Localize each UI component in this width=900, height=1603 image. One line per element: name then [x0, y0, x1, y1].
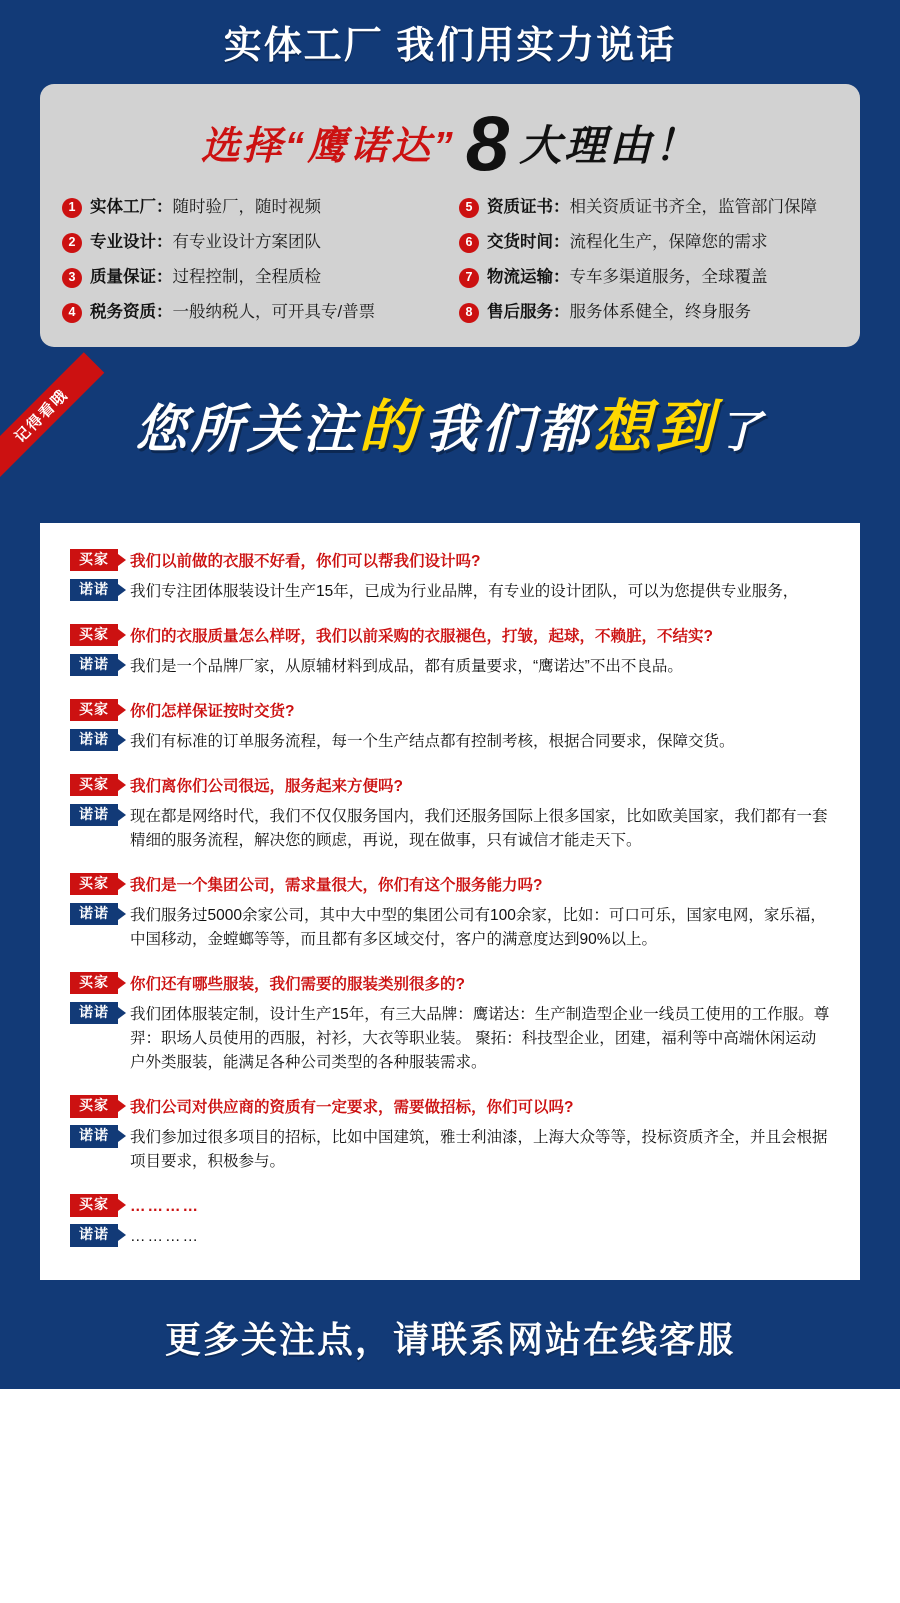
reason-number-badge: 5 — [459, 198, 479, 218]
answer-tag: 诺诺 — [70, 903, 118, 926]
reason-key: 物流运输： — [487, 267, 570, 286]
reason-text — [487, 301, 751, 323]
qa-block — [70, 1095, 830, 1174]
buyer-tag: 买家 — [70, 774, 118, 797]
faq-card — [40, 523, 860, 1280]
faq-heading-part3: 我们都 — [425, 400, 594, 459]
faq-heading-wrap — [0, 373, 900, 523]
reason-item — [459, 231, 838, 253]
reason-text — [90, 196, 321, 218]
reason-item — [62, 196, 441, 218]
question-text: 我们以前做的衣服不好看，你们可以帮我们设计吗? — [130, 552, 481, 570]
qa-block — [70, 1194, 830, 1249]
answer-tag: 诺诺 — [70, 804, 118, 827]
reason-text — [90, 301, 375, 323]
faq-heading-part2: 的 — [358, 394, 421, 460]
reason-text — [90, 266, 321, 288]
reason-item — [459, 196, 838, 218]
answer-row — [70, 1224, 830, 1249]
reason-text — [90, 231, 321, 253]
faq-section — [0, 373, 900, 1294]
question-text: 我们公司对供应商的资质有一定要求，需要做招标，你们可以吗? — [130, 1099, 574, 1117]
answer-text: 我们服务过5000余家公司，其中大中型的集团公司有100余家，比如：可口可乐，国家电网，家乐福，中国移动，金螳螂等等，而且都有多区域交付，客户的满意度达到90%以上。 — [130, 906, 826, 948]
question-text: ………… — [130, 1198, 200, 1216]
answer-row — [70, 729, 830, 754]
question-text: 你们的衣服质量怎么样呀，我们以前采购的衣服褪色，打皱，起球，不赖脏，不结实? — [130, 627, 713, 645]
headline-prefix: 选择“鹰诺达” — [200, 124, 456, 168]
reasons-headline — [62, 98, 838, 196]
buyer-tag: 买家 — [70, 1194, 118, 1217]
headline-number: 8 — [465, 98, 510, 187]
qa-block — [70, 972, 830, 1075]
reason-key: 交货时间： — [487, 232, 570, 251]
reason-item — [62, 231, 441, 253]
answer-row — [70, 579, 830, 604]
buyer-tag: 买家 — [70, 699, 118, 722]
reason-text — [487, 231, 768, 253]
qa-block — [70, 699, 830, 754]
buyer-tag: 买家 — [70, 1095, 118, 1118]
question-row — [70, 624, 830, 649]
reason-value: 一般纳税人，可开具专/普票 — [172, 302, 376, 321]
answer-row — [70, 1002, 830, 1075]
faq-heading-part4: 想到 — [593, 394, 718, 460]
reason-item — [459, 266, 838, 288]
question-row — [70, 1095, 830, 1120]
answer-text: 我们是一个品牌厂家，从原辅材料到成品，都有质量要求，“鹰诺达”不出不良品。 — [130, 657, 683, 675]
answer-text: 我们参加过很多项目的招标，比如中国建筑，雅士利油漆，上海大众等等，投标资质齐全，并且会根据项目要求，积极参与。 — [130, 1129, 828, 1171]
buyer-tag: 买家 — [70, 624, 118, 647]
question-text: 你们还有哪些服装，我们需要的服装类别很多的? — [130, 975, 465, 993]
answer-tag: 诺诺 — [70, 654, 118, 677]
answer-tag: 诺诺 — [70, 1224, 118, 1247]
question-row — [70, 1194, 830, 1219]
corner-ribbon: 记得看哦 — [0, 352, 104, 479]
question-row — [70, 549, 830, 574]
faq-heading-part1: 您所关注 — [134, 400, 359, 459]
reason-number-badge: 2 — [62, 233, 82, 253]
answer-text: 我们团体服装定制，设计生产15年，有三大品牌：鹰诺达：生产制造型企业一线员工使用的工作服。尊羿：职场人员使用的西服，衬衫，大衣等职业装。 聚拓：科技型企业，团建，福利等中高端休闲运动户外类服装，能满足各种公司类型的各种服装需求。 — [130, 1005, 830, 1072]
qa-block — [70, 774, 830, 853]
reason-item — [62, 266, 441, 288]
reason-key: 售后服务： — [487, 302, 570, 321]
reason-value: 流程化生产，保障您的需求 — [569, 232, 768, 251]
question-row — [70, 774, 830, 799]
answer-text: 我们有标准的订单服务流程，每一个生产结点都有控制考核，根据合同要求，保障交货。 — [130, 732, 735, 750]
question-text: 我们离你们公司很远，服务起来方便吗? — [130, 777, 403, 795]
answer-tag: 诺诺 — [70, 1002, 118, 1025]
reason-value: 有专业设计方案团队 — [172, 232, 321, 251]
qa-block — [70, 549, 830, 604]
answer-text: 现在都是网络时代，我们不仅仅服务国内，我们还服务国际上很多国家，比如欧美国家，我们都有一套精细的服务流程，解决您的顾虑，再说，现在做事，只有诚信才能走天下。 — [130, 807, 828, 849]
answer-row — [70, 804, 830, 853]
reason-value: 随时验厂，随时视频 — [172, 197, 321, 216]
footer-text: 更多关注点，请联系网站在线客服 — [164, 1319, 735, 1361]
banner-title: 实体工厂 我们用实力说话 — [223, 25, 677, 67]
buyer-tag: 买家 — [70, 549, 118, 572]
question-row — [70, 873, 830, 898]
answer-row — [70, 654, 830, 679]
reason-key: 实体工厂： — [90, 197, 173, 216]
buyer-tag: 买家 — [70, 873, 118, 896]
reason-item — [62, 301, 441, 323]
question-row — [70, 699, 830, 724]
answer-text: ………… — [130, 1228, 200, 1246]
reason-value: 相关资质证书齐全，监管部门保障 — [569, 197, 817, 216]
reason-key: 质量保证： — [90, 267, 173, 286]
answer-tag: 诺诺 — [70, 729, 118, 752]
faq-heading-part5: 了 — [717, 407, 766, 457]
reason-key: 税务资质： — [90, 302, 173, 321]
answer-text: 我们专注团体服装设计生产15年，已成为行业品牌，有专业的设计团队，可以为您提供专业服务， — [130, 582, 799, 600]
reason-number-badge: 4 — [62, 303, 82, 323]
qa-block — [70, 873, 830, 952]
qa-block — [70, 624, 830, 679]
answer-tag: 诺诺 — [70, 579, 118, 602]
question-text: 我们是一个集团公司，需求量很大，你们有这个服务能力吗? — [130, 876, 543, 894]
reason-value: 服务体系健全，终身服务 — [569, 302, 751, 321]
reasons-section — [0, 0, 900, 373]
reason-value: 过程控制，全程质检 — [172, 267, 321, 286]
reason-key: 资质证书： — [487, 197, 570, 216]
reason-key: 专业设计： — [90, 232, 173, 251]
reason-text — [487, 266, 768, 288]
reasons-grid — [62, 196, 838, 323]
faq-heading — [0, 373, 900, 460]
headline-suffix: 大理由！ — [519, 121, 700, 169]
reason-number-badge: 6 — [459, 233, 479, 253]
reason-value: 专车多渠道服务，全球覆盖 — [569, 267, 768, 286]
reason-number-badge: 3 — [62, 268, 82, 288]
reason-number-badge: 7 — [459, 268, 479, 288]
reasons-card — [40, 84, 860, 347]
question-text: 你们怎样保证按时交货? — [130, 702, 295, 720]
question-row — [70, 972, 830, 997]
buyer-tag: 买家 — [70, 972, 118, 995]
footer-bar — [0, 1294, 900, 1389]
answer-row — [70, 1125, 830, 1174]
answer-row — [70, 903, 830, 952]
reason-text — [487, 196, 817, 218]
reason-item — [459, 301, 838, 323]
reason-number-badge: 8 — [459, 303, 479, 323]
answer-tag: 诺诺 — [70, 1125, 118, 1148]
reason-number-badge: 1 — [62, 198, 82, 218]
